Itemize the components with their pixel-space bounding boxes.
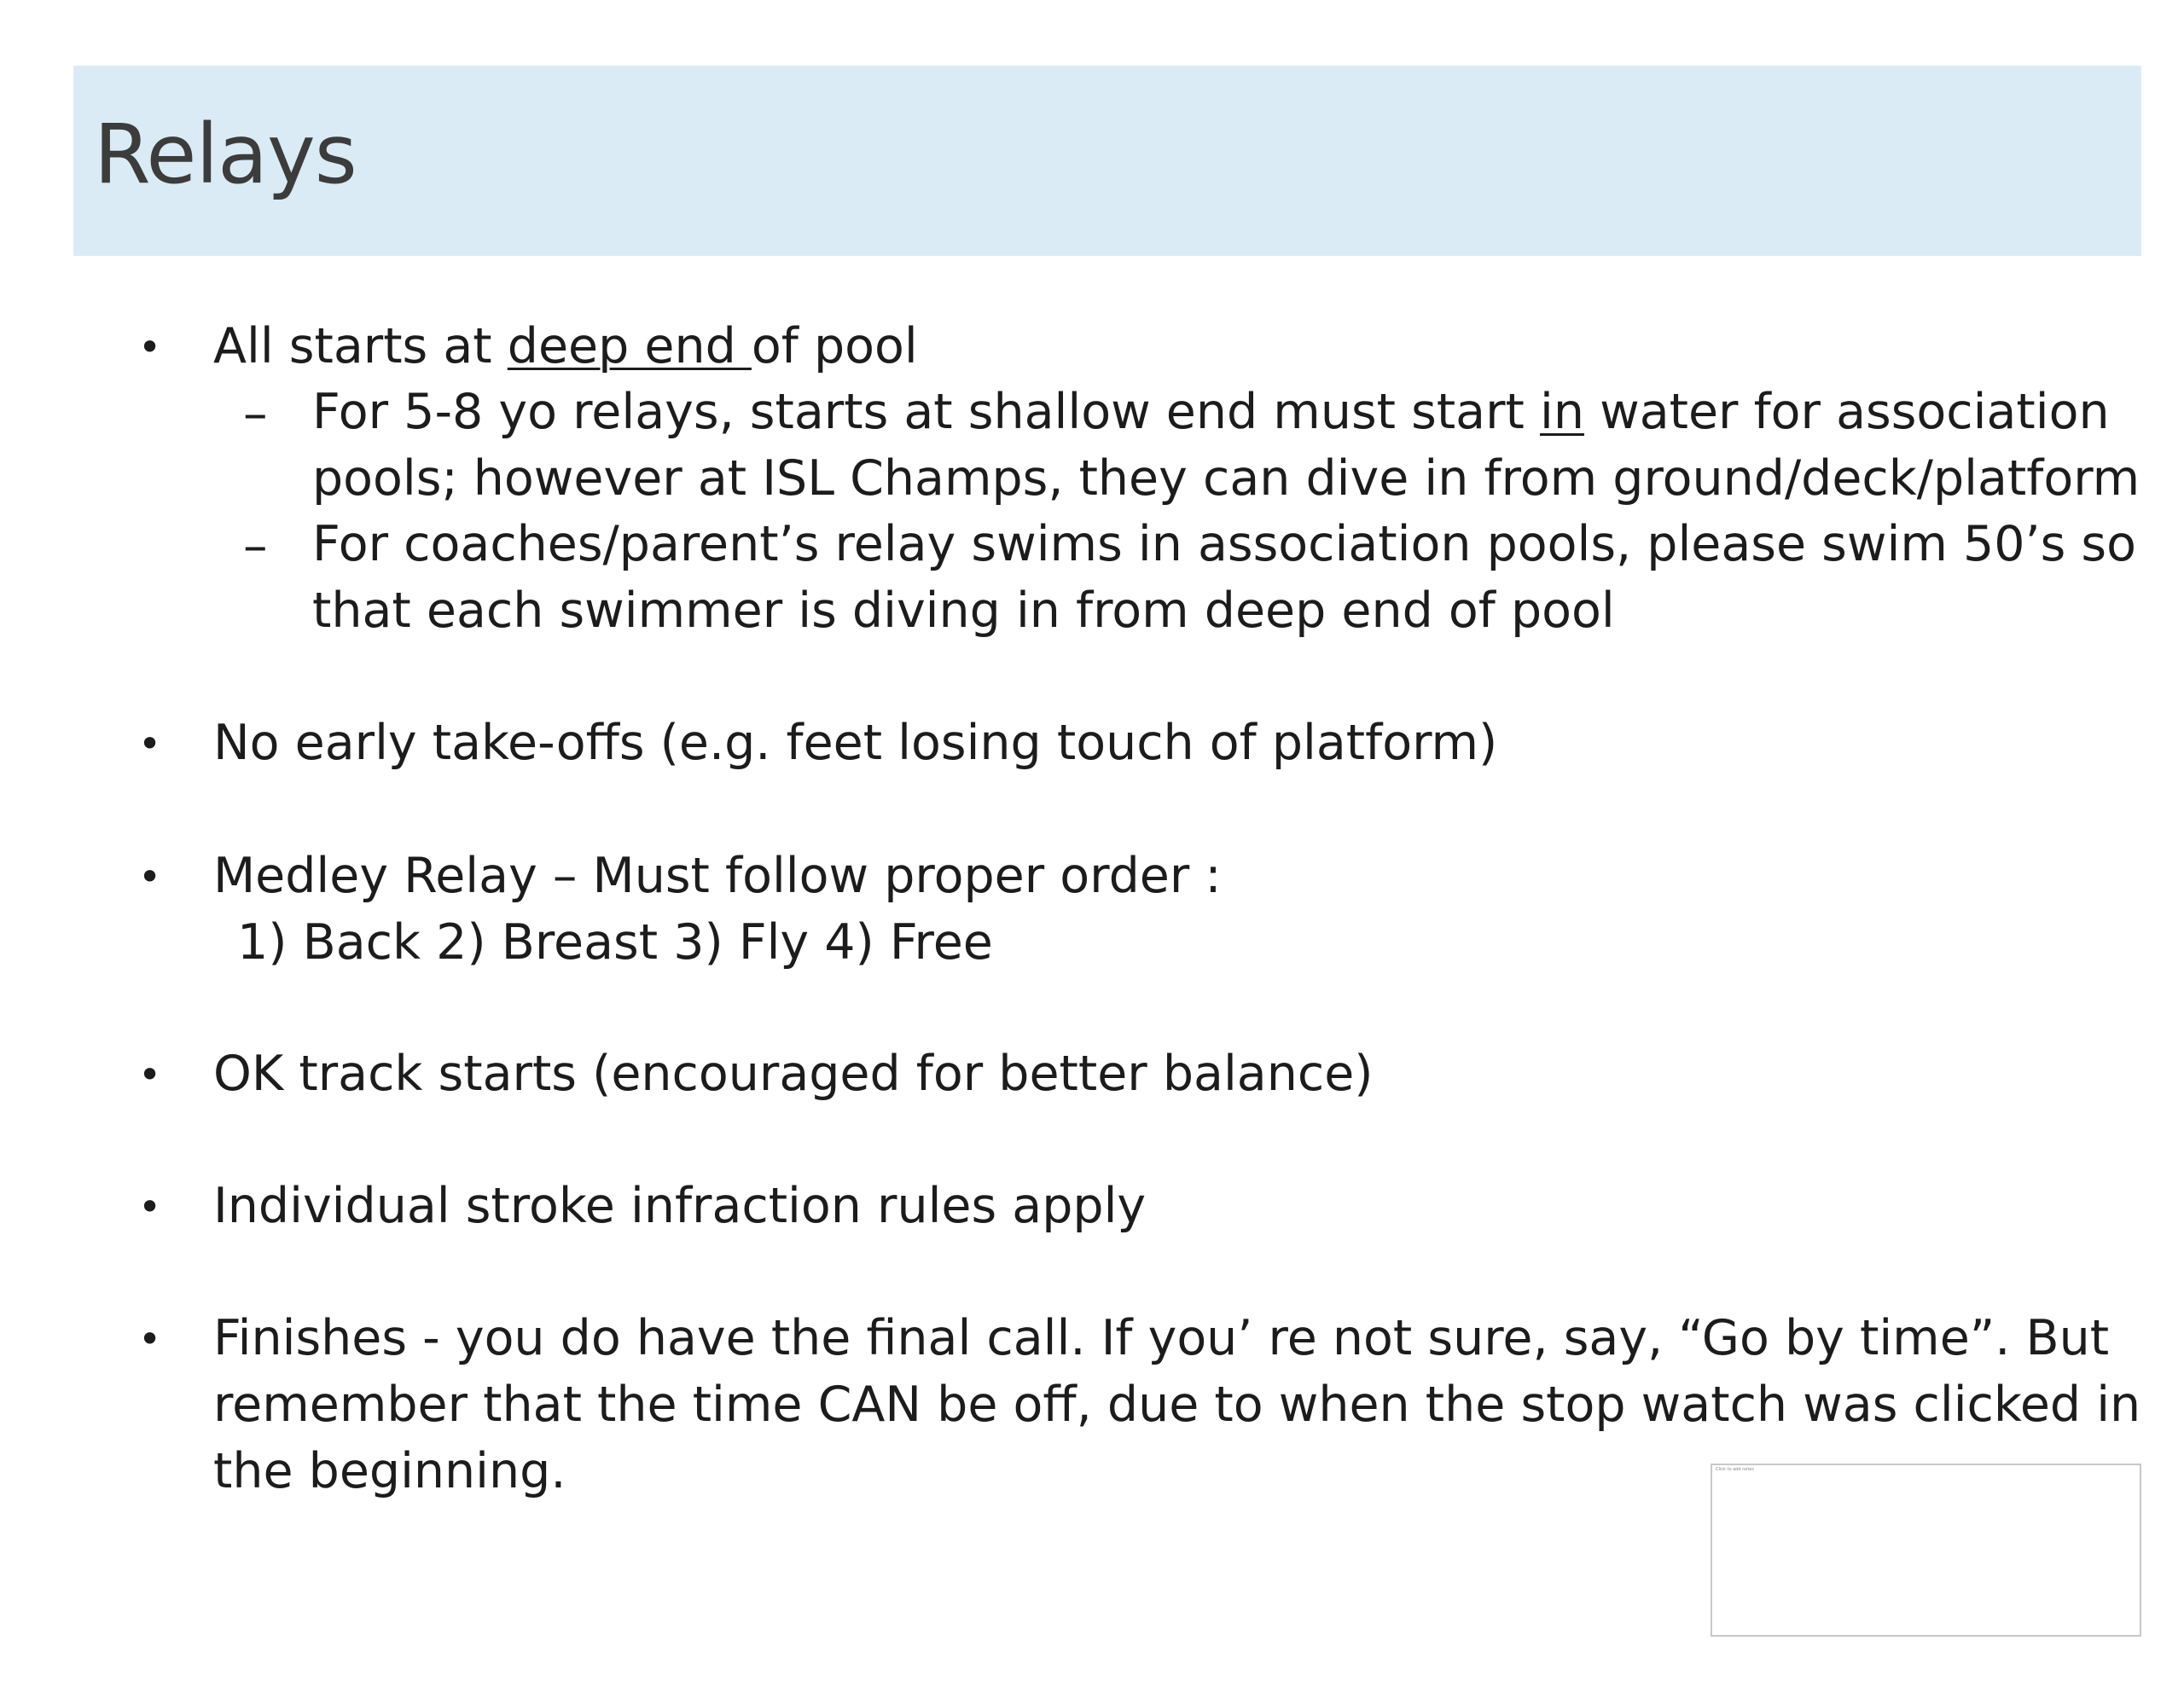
in-underlined: in	[1540, 384, 1584, 440]
bullet-icon: •	[138, 324, 162, 370]
sub-bullet-2-line-1: For coaches/parent’s relay swims in association pools, please swim 50’s so	[312, 516, 2137, 572]
bullet-icon: •	[138, 854, 162, 900]
bullet-3-line-1: Medley Relay – Must follow proper order :	[213, 848, 1222, 904]
bullet-icon: •	[138, 721, 162, 767]
slide-title: Relays	[94, 107, 357, 202]
bullet-2-text: No early take-offs (e.g. feet losing touch of platform)	[213, 715, 1498, 771]
bullet-6-line-3: the beginning.	[213, 1443, 566, 1499]
notes-thumbnail-label: Click to add notes	[1716, 1467, 1754, 1472]
bullet-4-text: OK track starts (encouraged for better balance)	[213, 1046, 1374, 1102]
sub-bullet-2-line-2: that each swimmer is diving in from deep end of pool	[312, 583, 1615, 639]
sub-bullet-1-line-2: pools; however at ISL Champs, they can dive in from ground/deck/platform	[312, 450, 2140, 507]
bullet-3-line-2: 1) Back 2) Breast 3) Fly 4) Free	[237, 914, 993, 971]
bullet-1-text: All starts at deep end of pool	[213, 318, 918, 374]
bullet-5-text: Individual stroke infraction rules apply	[213, 1178, 1147, 1234]
notes-thumbnail[interactable]	[1711, 1464, 2141, 1637]
sub-bullet-1-line-1: For 5-8 yo relays, starts at shallow end must start in water for association	[312, 384, 2110, 440]
bullet-icon: •	[138, 1316, 162, 1362]
bullet-6-line-1: Finishes - you do have the final call. If you’ re not sure, say, “Go by time”. But	[213, 1310, 2110, 1366]
bullet-icon: •	[138, 1052, 162, 1098]
deep-end-underlined: deep end	[507, 318, 752, 374]
bullet-icon: •	[138, 1184, 162, 1230]
dash-icon: –	[243, 386, 268, 442]
bullet-6-line-2: remember that the time CAN be off, due to when the stop watch was clicked in	[213, 1377, 2141, 1433]
dash-icon: –	[243, 518, 268, 574]
